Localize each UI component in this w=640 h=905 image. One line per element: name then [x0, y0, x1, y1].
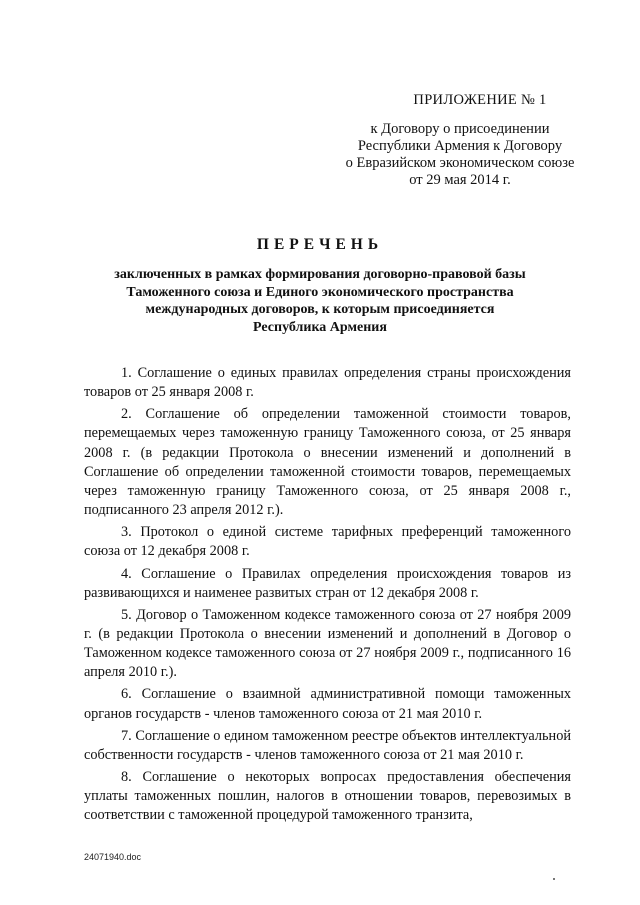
list-item: 5. Договор о Таможенном кодексе таможенного союза от 27 ноября 2009 г. (в редакции Протокола о внесении изменений и дополнений в Договор о Таможенном кодексе таможенного союза от 27 ноября 2009 г., подписанного 16 апреля 2010 г.).	[84, 606, 571, 681]
page-speck	[553, 878, 555, 880]
list-item: 3. Протокол о единой системе тарифных преференций таможенного союза от 12 декабря 2008 г.	[84, 524, 571, 560]
annex-line: о Евразийском экономическом союзе	[345, 155, 575, 171]
annex-title: ПРИЛОЖЕНИЕ № 1	[413, 92, 547, 108]
document-heading	[80, 236, 560, 336]
list-item: 7. Соглашение о едином таможенном реестре объектов интеллектуальной собственности государств - членов таможенного союза от 21 мая 2010 г.	[84, 727, 571, 763]
document-footer-id: 24071940.doc	[84, 852, 142, 862]
list-item: 2. Соглашение об определении таможенной стоимости товаров, перемещаемых через таможенную границу Таможенного союза, от 25 января 2008 г. (в редакции Протокола о внесении изменений и дополнений в Соглашение об определении таможенной стоимости товаров, перемещаемых через таможенную границу Таможенного союза, от 25 января 2008 г., подписанного 23 апреля 2012 г.).	[84, 406, 571, 518]
annex-line: Республики Армения к Договору	[357, 138, 563, 154]
subtitle-line: международных договоров, к которым присоединяется	[145, 302, 495, 317]
document-title: ПЕРЕЧЕНЬ	[256, 236, 384, 253]
subtitle-line: заключенных в рамках формирования договорно-правовой базы	[114, 267, 526, 282]
annex-line: от 29 мая 2014 г.	[409, 172, 511, 188]
subtitle-line: Республика Армения	[253, 319, 387, 335]
list-item: 1. Соглашение о единых правилах определения страны происхождения товаров от 25 января 2008 г.	[84, 365, 571, 401]
treaty-list	[84, 364, 571, 829]
annex-header	[330, 92, 590, 189]
list-item: 8. Соглашение о некоторых вопросах предоставления обеспечения уплаты таможенных пошлин, налогов в отношении товаров, перевозимых в соответствии с таможенной процедурой таможенного транзита,	[84, 769, 571, 824]
list-item: 6. Соглашение о взаимной административной помощи таможенных органов государств - членов таможенного союза от 21 мая 2010 г.	[84, 686, 571, 722]
subtitle-line: Таможенного союза и Единого экономического пространства	[126, 284, 514, 300]
list-item: 4. Соглашение о Правилах определения происхождения товаров из развивающихся и наименее развитых стран от 12 декабря 2008 г.	[84, 565, 571, 601]
document-subtitle	[80, 266, 560, 336]
annex-line: к Договору о присоединении	[370, 121, 550, 137]
